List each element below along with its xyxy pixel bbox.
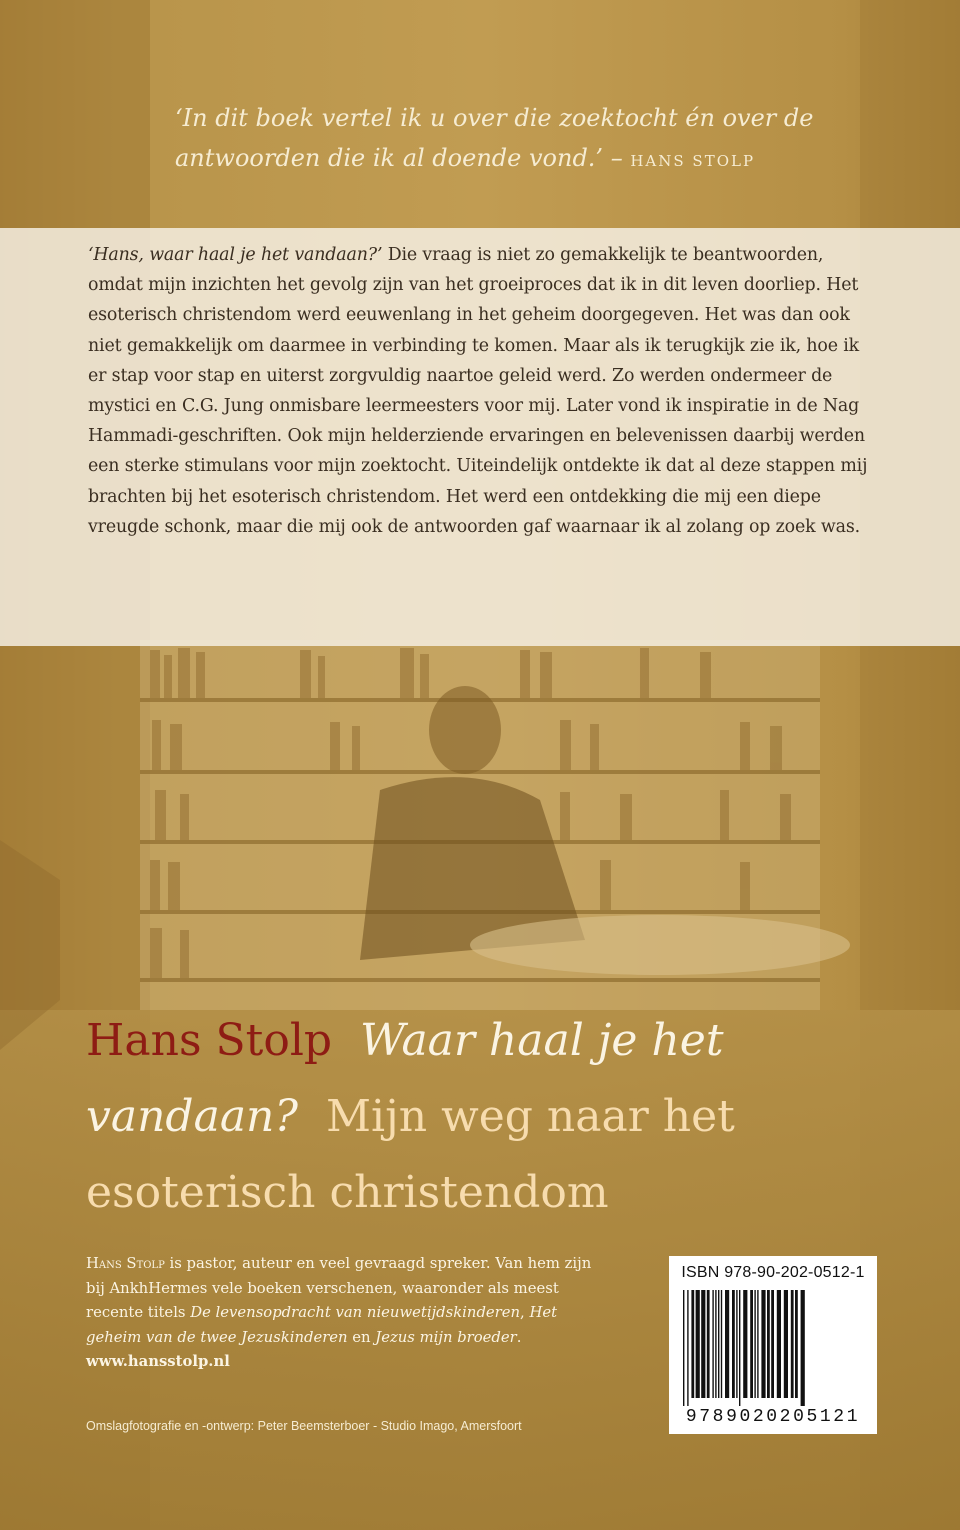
barcode-bar [725, 1290, 729, 1398]
barcode-bar [801, 1290, 805, 1406]
bio-separator: . [516, 1328, 522, 1346]
bio-separator: , [520, 1304, 530, 1322]
barcode-bar [715, 1290, 716, 1398]
bio-book-1: De levensopdracht van nieuwetijdskinderen [190, 1304, 521, 1322]
author-website-link[interactable]: www.hansstolp.nl [86, 1353, 230, 1371]
book-subtitle: Mijn weg naar het esoterisch christendom [86, 1091, 735, 1218]
description-lead: ‘Hans, waar haal je het vandaan?’ [88, 245, 383, 265]
author-name: Hans Stolp [86, 1015, 333, 1066]
isbn-barcode [669, 1256, 877, 1434]
barcode-bar [761, 1290, 765, 1398]
barcode-bar [754, 1290, 755, 1398]
barcode-bar [739, 1290, 740, 1406]
barcode-bar [701, 1290, 705, 1398]
barcode-bar [791, 1290, 794, 1398]
title-block [86, 1003, 846, 1231]
bio-text: is pastor, auteur en veel gevraagd spreker. Van hem zijn bij AnkhHermes vele boeken verschenen, waaronder als meest recente titels [86, 1255, 592, 1322]
cover-quote [175, 98, 815, 181]
bio-book-3: Jezus mijn broeder [375, 1328, 517, 1346]
book-description [88, 240, 878, 542]
cover-credit: Omslagfotografie en -ontwerp: Peter Beemsterboer - Studio Imago, Amersfoort [86, 1419, 522, 1433]
barcode-bar [767, 1290, 770, 1398]
barcode-digits: 9789020205121 [685, 1407, 861, 1427]
quote-text: ‘In dit boek vertel ik u over die zoektocht én over de antwoorden die ik al doende vond.’ – [175, 104, 814, 172]
description-paragraph [88, 240, 878, 542]
isbn-number: ISBN 978-90-202-0512-1 [681, 1264, 865, 1281]
bio-book-2: Het geheim van de twee Jezuskinderen [86, 1304, 558, 1346]
barcode-bar [718, 1290, 719, 1398]
bio-author-name: Hans Stolp [86, 1255, 165, 1272]
barcode-bar [743, 1290, 747, 1398]
barcode-bar [707, 1290, 710, 1398]
barcode-bar [777, 1290, 781, 1398]
barcode-bar [683, 1290, 684, 1406]
quote-attribution: HANS STOLP [630, 152, 756, 170]
barcode-bar [712, 1290, 713, 1398]
barcode-bar [696, 1290, 700, 1398]
bio-separator: en [347, 1328, 376, 1346]
barcode-bar [732, 1290, 735, 1398]
barcode-bar [750, 1290, 753, 1398]
barcode-bar [784, 1290, 788, 1398]
description-body: Die vraag is niet zo gemakkelijk te beantwoorden, omdat mijn inzichten het gevolg zijn van het groeiproces dat ik in dit leven doorliep. Het esoterisch christendom werd eeuwenlang in het geheim doorgegeven. Het was dan ook niet gemakkelijk om daarmee in verbinding te komen. Maar als ik terugkijk zie ik, hoe ik er stap voor stap en uiterst zorgvuldig naartoe geleid werd. Zo werden ondermeer de mystici en C.G. Jung onmisbare leermeesters voor mij. Later vond ik inspiratie in de Nag Hammadi-geschriften. Ook mijn helderziende ervaringen en belevenissen daarbij werden een sterke stimulans voor mijn zoektocht. Uiteindelijk ontdekte ik dat al deze stappen mij brachten bij het esoterisch christendom. Het werd een ontdekking die mij een diepe vreugde schonk, maar die mij ook de antwoorden gaf waarnaar ik al zolang op zoek was. [88, 245, 868, 537]
barcode-bar [757, 1290, 758, 1398]
barcode-bar [721, 1290, 722, 1398]
author-bio [86, 1252, 606, 1375]
barcode-bar [687, 1290, 688, 1406]
barcode-bar [795, 1290, 798, 1398]
barcode-bar [691, 1290, 694, 1398]
barcode-bar [736, 1290, 737, 1398]
book-title: Waar haal je het vandaan? [86, 1015, 724, 1142]
barcode-image [681, 1290, 865, 1406]
barcode-bar [771, 1290, 774, 1398]
